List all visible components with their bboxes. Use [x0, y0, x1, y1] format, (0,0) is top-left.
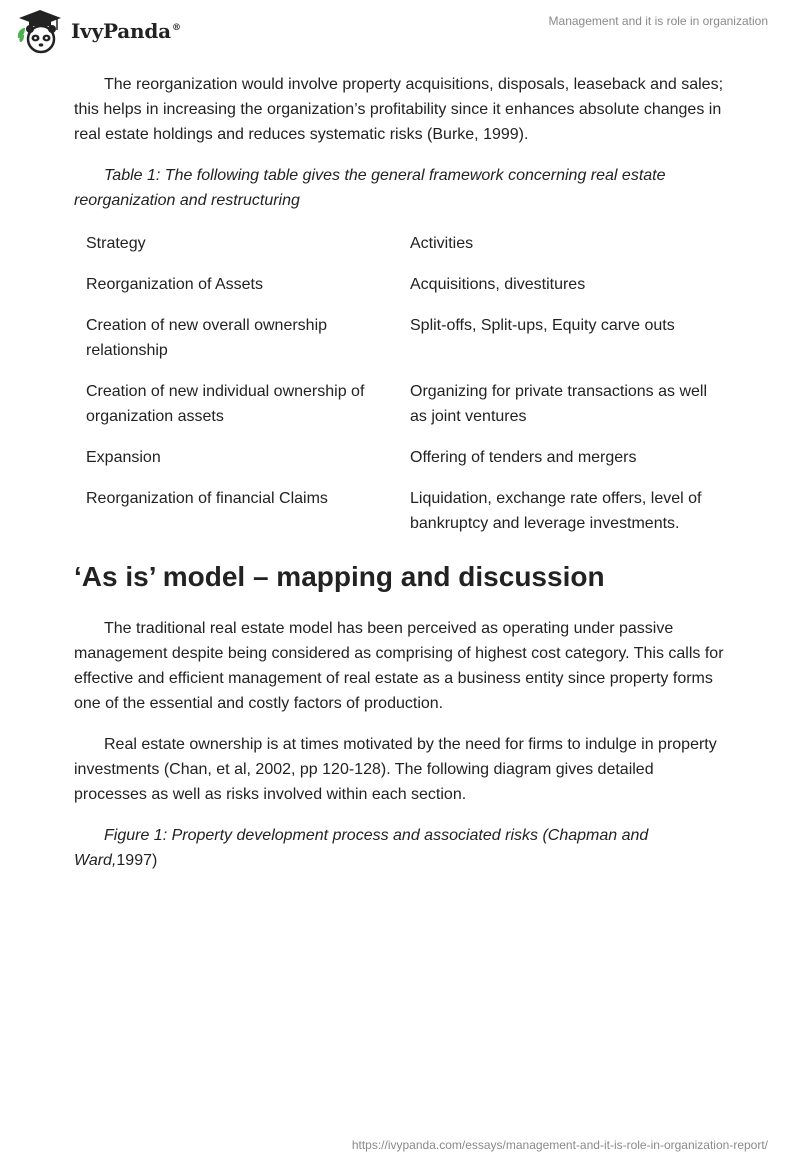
- table-row: [74, 377, 724, 443]
- panda-graduate-icon: [15, 8, 65, 54]
- document-body: [74, 72, 724, 889]
- figure-caption: Figure 1: Property development process and associated risks (Chapman and Ward,1997): [74, 827, 649, 869]
- table-cell-activities: Acquisitions, divestitures: [410, 276, 586, 293]
- table-cell-activities: Offering of tenders and mergers: [410, 449, 637, 466]
- table-cell-activities: Organizing for private transactions as well as joint ventures: [410, 383, 708, 425]
- framework-table: [74, 229, 724, 550]
- registered-mark: ®: [171, 23, 181, 34]
- table-cell-activities: Activities: [410, 235, 474, 252]
- paragraph-traditional-model: The traditional real estate model has been perceived as operating under passive management despite being considered as comprising of highest cost category. This calls for effective and efficient management of real estate as a business entity since property forms one of the essential and costly factors of production.: [74, 620, 724, 712]
- section-heading: ‘As is’ model – mapping and discussion: [74, 561, 605, 592]
- ivypanda-logo[interactable]: [15, 8, 181, 54]
- table-cell-activities: Split-offs, Split-ups, Equity carve outs: [410, 317, 675, 334]
- page-header: [0, 0, 800, 64]
- page-url[interactable]: https://ivypanda.com/essays/management-and-it-is-role-in-organization-report/: [351, 1138, 768, 1152]
- paragraph-reorganization: The reorganization would involve property acquisitions, disposals, leaseback and sales; this helps in increasing the organization’s profitability since it enhances absolute changes in real estate holdings and reduces systematic risks (Burke, 1999).: [74, 76, 724, 143]
- table-row: [74, 311, 724, 377]
- table-row: [74, 270, 724, 311]
- table-cell-strategy: Strategy: [86, 235, 146, 252]
- paragraph-ownership: Real estate ownership is at times motivated by the need for firms to indulge in property investments (Chan, et al, 2002, pp 120-128). The following diagram gives detailed processes as well as risks involved within each section.: [74, 736, 717, 803]
- table-row: [74, 443, 724, 484]
- table-cell-strategy: Reorganization of financial Claims: [86, 490, 328, 507]
- table-cell-strategy: Expansion: [86, 449, 161, 466]
- brand-name: IvyPanda®: [71, 19, 181, 43]
- table-row: [74, 229, 724, 270]
- table-cell-strategy: Creation of new individual ownership of organization assets: [86, 383, 365, 425]
- table-cell-activities: Liquidation, exchange rate offers, level of bankruptcy and leverage investments.: [410, 490, 702, 532]
- table-row: [74, 484, 724, 550]
- table-cell-strategy: Creation of new overall ownership relationship: [86, 317, 328, 359]
- table-caption: Table 1: The following table gives the general framework concerning real estate reorganization and restructuring: [74, 167, 666, 209]
- document-title: Management and it is role in organization: [548, 14, 768, 28]
- table-cell-strategy: Reorganization of Assets: [86, 276, 263, 293]
